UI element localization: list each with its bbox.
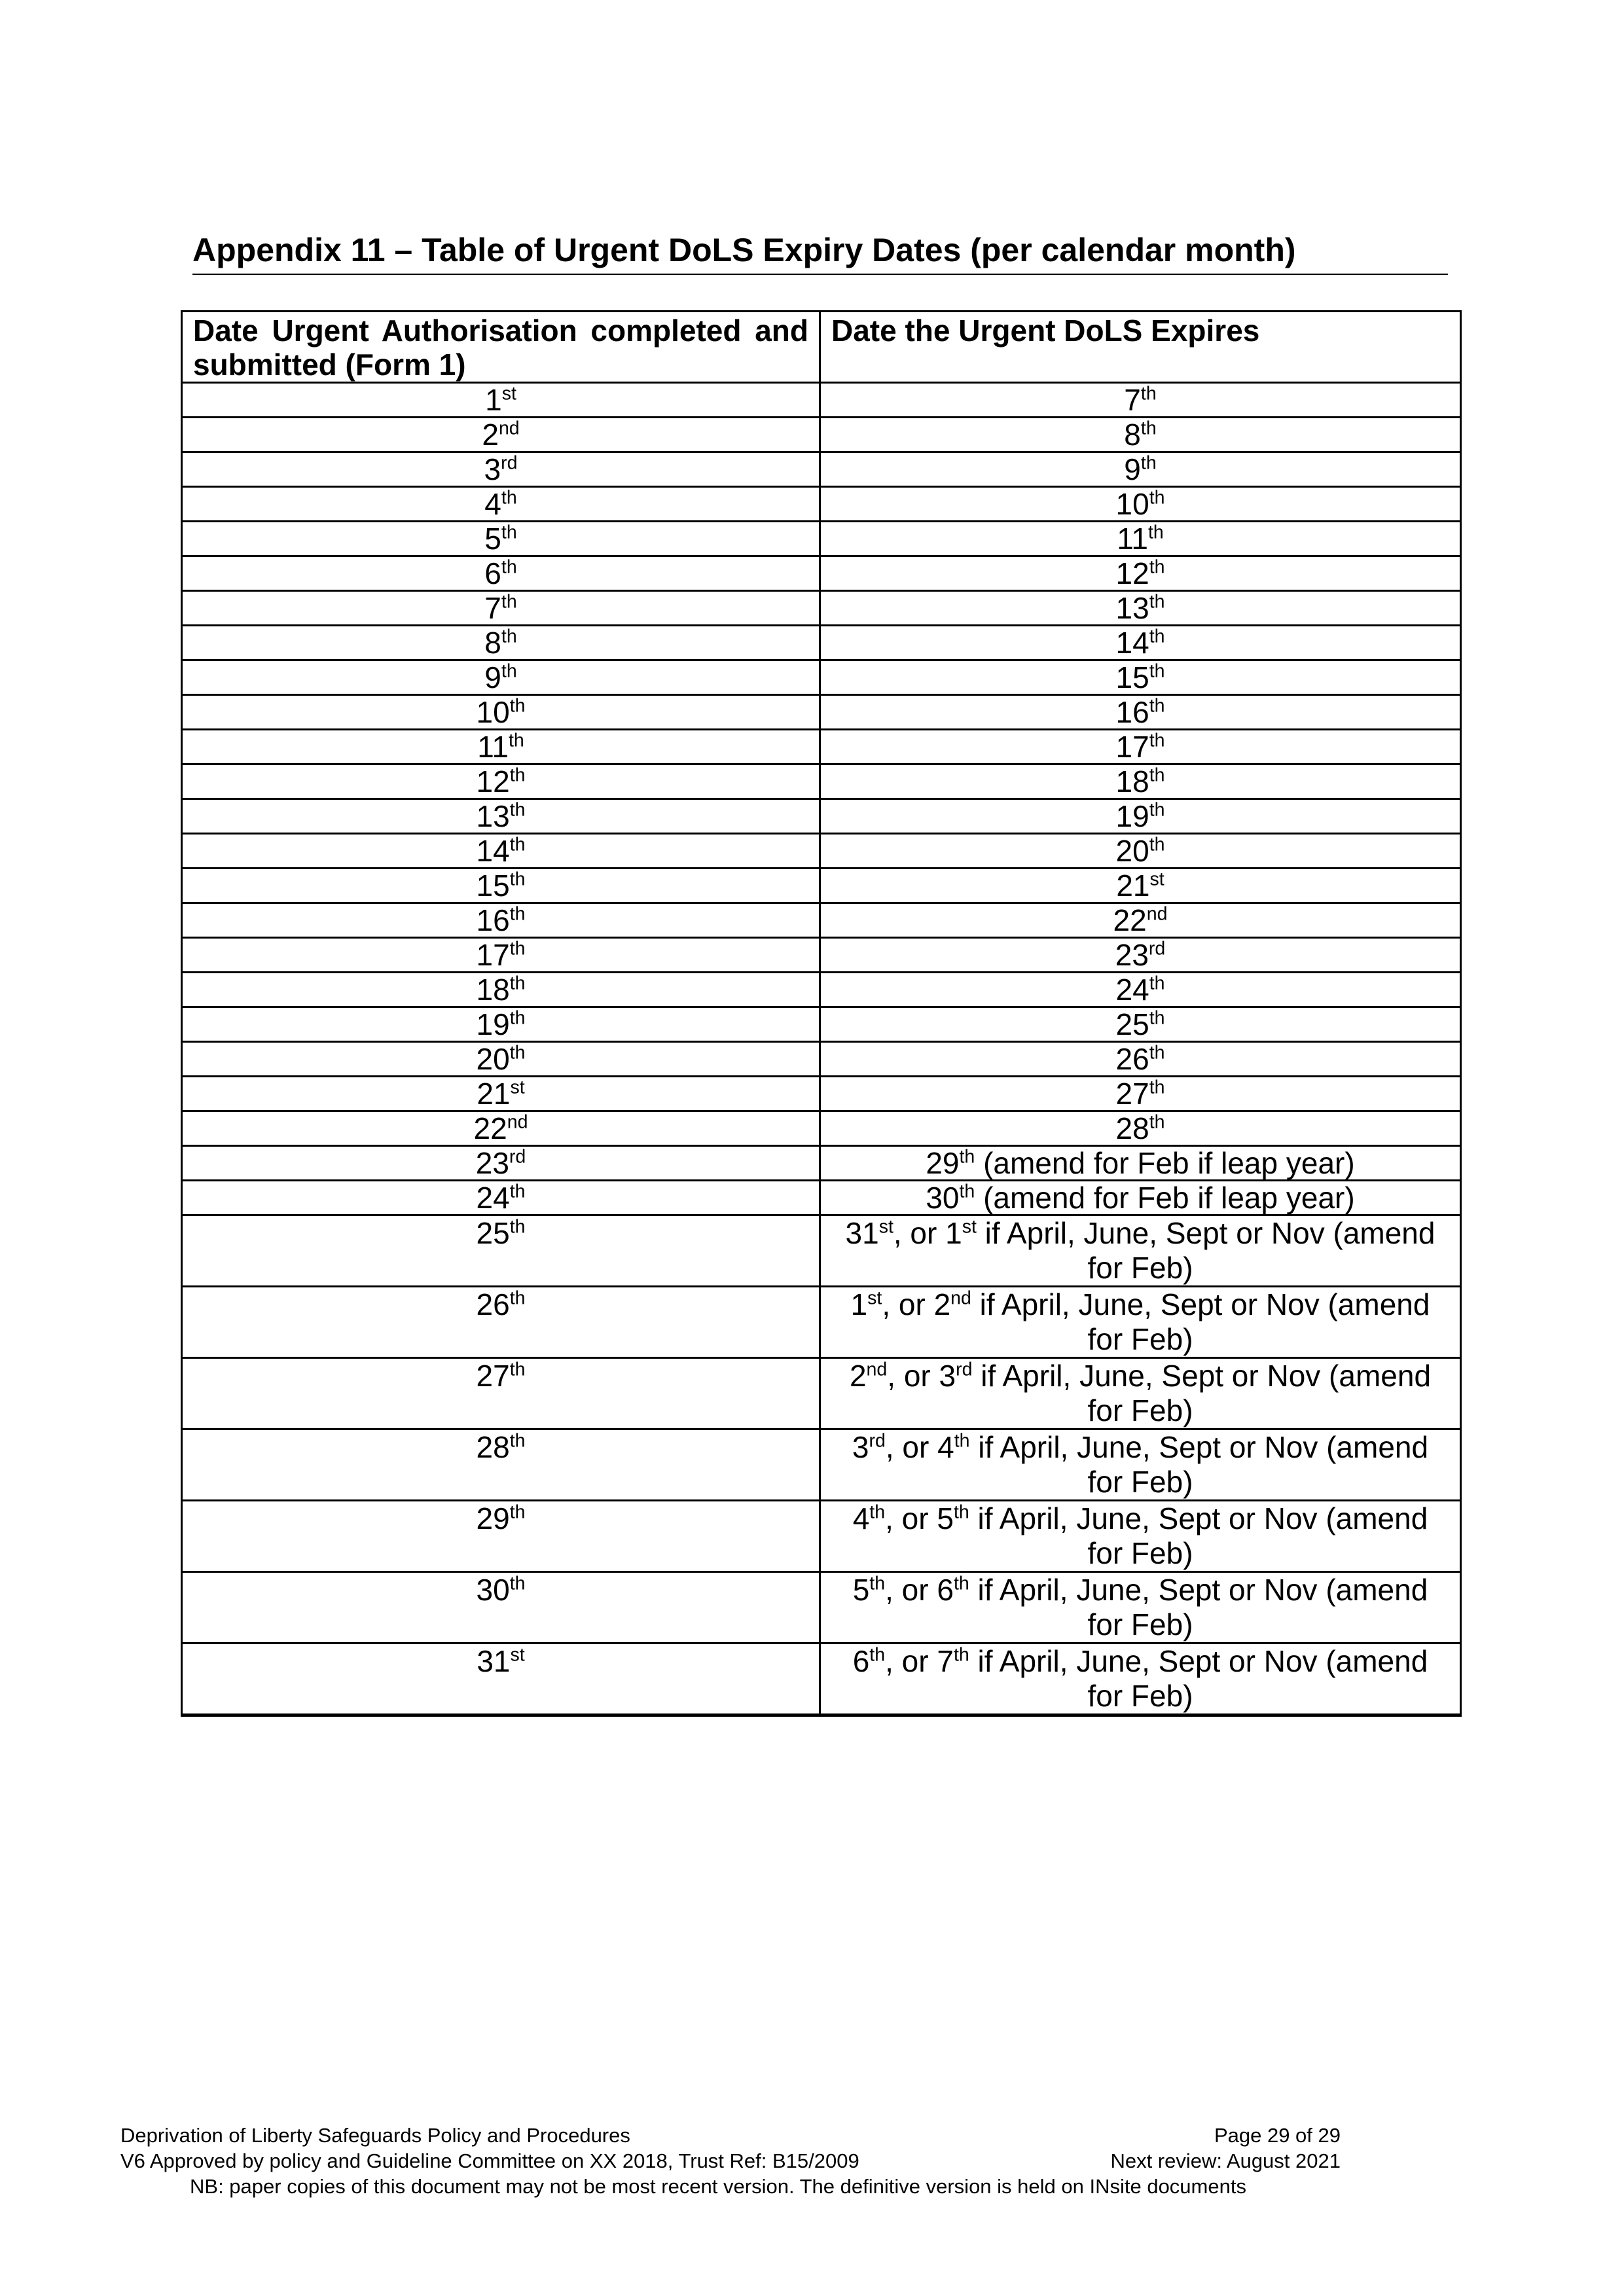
submitted-day-cell: 14th (182, 834, 820, 869)
submitted-day-cell: 5th (182, 522, 820, 556)
submitted-day-cell: 12th (182, 764, 820, 799)
expiry-day-cell: 30th (amend for Feb if leap year) (820, 1181, 1461, 1215)
table-row (182, 834, 1461, 869)
expiry-day-cell: 26th (820, 1042, 1461, 1077)
expiry-day-cell: 14th (820, 626, 1461, 660)
table-row (182, 626, 1461, 660)
submitted-day-cell: 3rd (182, 452, 820, 487)
table-row (182, 1215, 1461, 1287)
table-row (182, 1007, 1461, 1042)
table-row (182, 1111, 1461, 1146)
submitted-day-cell: 9th (182, 660, 820, 695)
table-row (182, 973, 1461, 1007)
submitted-day-cell: 15th (182, 869, 820, 903)
submitted-day-cell: 21st (182, 1077, 820, 1111)
submitted-day-cell: 17th (182, 938, 820, 973)
submitted-day-cell: 16th (182, 903, 820, 938)
table-row (182, 799, 1461, 834)
expiry-day-cell: 18th (820, 764, 1461, 799)
expiry-day-cell: 2nd, or 3rd if April, June, Sept or Nov (amend for Feb) (820, 1358, 1461, 1429)
expiry-day-cell: 10th (820, 487, 1461, 522)
submitted-day-cell: 29th (182, 1501, 820, 1572)
expiry-day-cell: 4th, or 5th if April, June, Sept or Nov (amend for Feb) (820, 1501, 1461, 1572)
expiry-day-cell: 16th (820, 695, 1461, 730)
submitted-day-cell: 7th (182, 591, 820, 626)
expiry-day-cell: 6th, or 7th if April, June, Sept or Nov (amend for Feb) (820, 1643, 1461, 1715)
expiry-day-cell: 8th (820, 418, 1461, 452)
expiry-day-cell: 1st, or 2nd if April, June, Sept or Nov (amend for Feb) (820, 1287, 1461, 1358)
expiry-day-cell: 19th (820, 799, 1461, 834)
submitted-day-cell: 25th (182, 1215, 820, 1287)
table-row (182, 1643, 1461, 1715)
footer-approval: V6 Approved by policy and Guideline Committee on XX 2018, Trust Ref: B15/2009 (120, 2149, 859, 2172)
submitted-day-cell: 13th (182, 799, 820, 834)
submitted-day-cell: 6th (182, 556, 820, 591)
table-row (182, 695, 1461, 730)
table-row (182, 764, 1461, 799)
expiry-dates-table (181, 310, 1462, 1717)
footer-page-number: Page 29 of 29 (1214, 2124, 1341, 2147)
table-row (182, 487, 1461, 522)
submitted-day-cell: 11th (182, 730, 820, 764)
expiry-day-cell: 27th (820, 1077, 1461, 1111)
expiry-day-cell: 17th (820, 730, 1461, 764)
table-row (182, 452, 1461, 487)
table-row (182, 1358, 1461, 1429)
table-row (182, 1077, 1461, 1111)
table-header-row (182, 312, 1461, 383)
expiry-day-cell: 21st (820, 869, 1461, 903)
page-heading: Appendix 11 – Table of Urgent DoLS Expiry Dates (per calendar month) (192, 230, 1448, 275)
submitted-day-cell: 31st (182, 1643, 820, 1715)
table-row (182, 903, 1461, 938)
expiry-day-cell: 23rd (820, 938, 1461, 973)
submitted-day-cell: 22nd (182, 1111, 820, 1146)
submitted-day-cell: 24th (182, 1181, 820, 1215)
submitted-day-cell: 1st (182, 383, 820, 418)
table-body (182, 383, 1461, 1715)
submitted-day-cell: 2nd (182, 418, 820, 452)
expiry-day-cell: 13th (820, 591, 1461, 626)
submitted-day-cell: 26th (182, 1287, 820, 1358)
page-footer (120, 2123, 1341, 2199)
submitted-day-cell: 4th (182, 487, 820, 522)
table-row (182, 556, 1461, 591)
submitted-day-cell: 30th (182, 1572, 820, 1643)
expiry-day-cell: 29th (amend for Feb if leap year) (820, 1146, 1461, 1181)
table-row (182, 383, 1461, 418)
table-row (182, 730, 1461, 764)
table-row (182, 1146, 1461, 1181)
expiry-day-cell: 3rd, or 4th if April, June, Sept or Nov (amend for Feb) (820, 1429, 1461, 1501)
table-row (182, 869, 1461, 903)
expiry-day-cell: 5th, or 6th if April, June, Sept or Nov (amend for Feb) (820, 1572, 1461, 1643)
expiry-day-cell: 20th (820, 834, 1461, 869)
table-row (182, 1287, 1461, 1358)
submitted-day-cell: 28th (182, 1429, 820, 1501)
expiry-day-cell: 12th (820, 556, 1461, 591)
submitted-day-cell: 20th (182, 1042, 820, 1077)
table-row (182, 1042, 1461, 1077)
table-row (182, 1429, 1461, 1501)
submitted-day-cell: 19th (182, 1007, 820, 1042)
table-row (182, 1572, 1461, 1643)
header-date-expires: Date the Urgent DoLS Expires (820, 312, 1461, 383)
submitted-day-cell: 8th (182, 626, 820, 660)
footer-document-title: Deprivation of Liberty Safeguards Policy and Procedures (120, 2124, 630, 2147)
table-row (182, 938, 1461, 973)
expiry-day-cell: 24th (820, 973, 1461, 1007)
header-date-submitted: Date Urgent Authorisation completed and submitted (Form 1) (182, 312, 820, 383)
expiry-day-cell: 7th (820, 383, 1461, 418)
expiry-day-cell: 25th (820, 1007, 1461, 1042)
submitted-day-cell: 23rd (182, 1146, 820, 1181)
submitted-day-cell: 18th (182, 973, 820, 1007)
expiry-day-cell: 28th (820, 1111, 1461, 1146)
expiry-day-cell: 11th (820, 522, 1461, 556)
table-row (182, 591, 1461, 626)
footer-next-review: Next review: August 2021 (1110, 2149, 1341, 2172)
footer-note: NB: paper copies of this document may not be most recent version. The definitive version is held on INsite documents (190, 2175, 1246, 2198)
table-row (182, 1501, 1461, 1572)
submitted-day-cell: 27th (182, 1358, 820, 1429)
expiry-day-cell: 31st, or 1st if April, June, Sept or Nov (amend for Feb) (820, 1215, 1461, 1287)
table-row (182, 660, 1461, 695)
submitted-day-cell: 10th (182, 695, 820, 730)
table-row (182, 522, 1461, 556)
expiry-day-cell: 9th (820, 452, 1461, 487)
expiry-day-cell: 15th (820, 660, 1461, 695)
table-row (182, 1181, 1461, 1215)
table-row (182, 418, 1461, 452)
expiry-day-cell: 22nd (820, 903, 1461, 938)
